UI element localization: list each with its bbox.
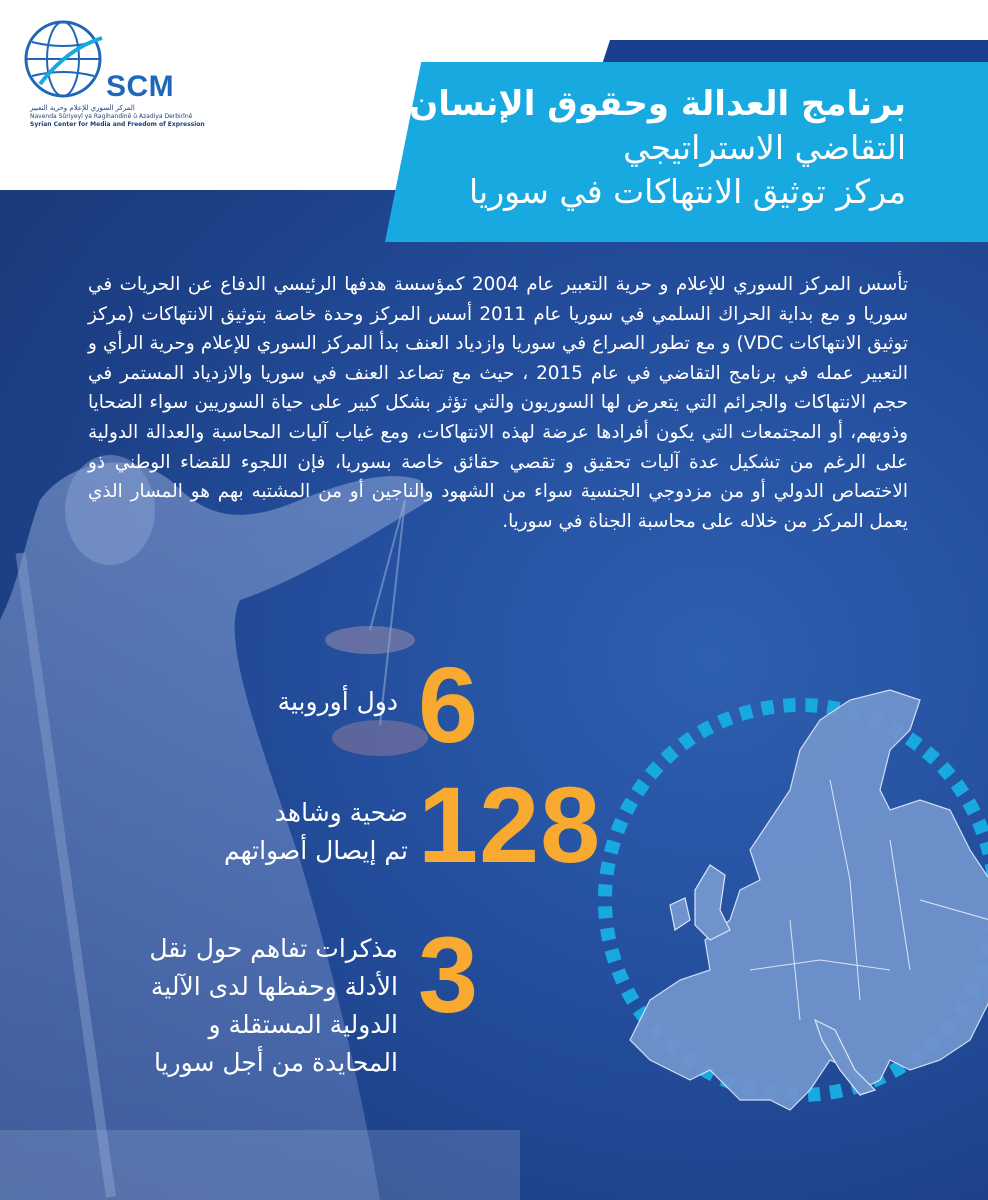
stat-number-memoranda: 3 [418, 914, 479, 1035]
globe-icon [22, 18, 104, 100]
stat-label-line: تم إيصال أصواتهم [223, 836, 408, 865]
organization-title: مركز توثيق الانتهاكات في سوريا [468, 172, 906, 211]
stat-label-line: مذكرات تفاهم حول نقل [149, 934, 398, 963]
stat-label-countries [98, 684, 398, 720]
stat-label-witnesses [88, 794, 408, 870]
stat-label-line: المحايدة من أجل سوريا [153, 1048, 398, 1077]
logo-kurdish-name: Navenda Sûriyeyî ya Ragihandinê û Azadiya Derbirînê [30, 113, 193, 120]
logo-english-name: Syrian Center for Media and Freedom of Expression [30, 121, 205, 128]
logo-wordmark: SCM [106, 70, 175, 103]
stat-label-memoranda [68, 930, 398, 1082]
program-subtitle: التقاضي الاستراتيجي [623, 128, 906, 167]
stat-label-line: الدولية المستقلة و [208, 1010, 398, 1039]
logo-arabic-name: المركز السوري للإعلام وحرية التعبير [30, 104, 135, 112]
stat-number-witnesses: 128 [418, 764, 602, 885]
title-group [386, 82, 906, 214]
scm-logo [22, 18, 205, 128]
program-title: برنامج العدالة وحقوق الإنسان [409, 84, 906, 124]
europe-map-image [590, 640, 988, 1160]
intro-paragraph: تأسس المركز السوري للإعلام و حرية التعبير عام 2004 كمؤسسة هدفها الرئيسي الدفاع عن الحريات في سوريا و مع بداية الحراك السلمي في سوريا عام 2011 أسس المركز وحدة خاصة بتوثيق الانتهاكات (مركز توثيق الانتهاكات VDC) و مع تطور الصراع في سوريا وازدياد العنف بدأ المركز السوري للإعلام وحرية الرأي و التعبير عمله في برنامج التقاضي في عام 2015 ، حيث مع تصاعد العنف في سوريا والازدياد المستمر في حجم الانتهاكات والجرائم التي يتعرض لها السوريون والتي تؤثر بشكل كبير على حياة السوريين سواء الضحايا وذويهم، أو المجتمعات التي يكون أفرادها عرضة لهذه الانتهاكات، ومع غياب آليات المحاسبة والعدالة الدولية على الرغم من تشكيل عدة آليات تحقيق و تقصي حقائق خاصة بسوريا، فإن اللجوء للقضاء الوطني ذو الاختصاص الدولي أو من مزدوجي الجنسية سواء من الشهود والناجين أو من المشتبه بهم هو المسار الذي يعمل المركز من خلاله على محاسبة الجناة في سوريا. [88, 274, 908, 532]
stat-number-countries: 6 [418, 644, 479, 765]
stat-label-line: ضحية وشاهد [274, 798, 408, 827]
stat-label-line: دول أوروبية [277, 687, 398, 716]
stat-label-line: الأدلة وحفظها لدى الآلية [150, 972, 398, 1001]
